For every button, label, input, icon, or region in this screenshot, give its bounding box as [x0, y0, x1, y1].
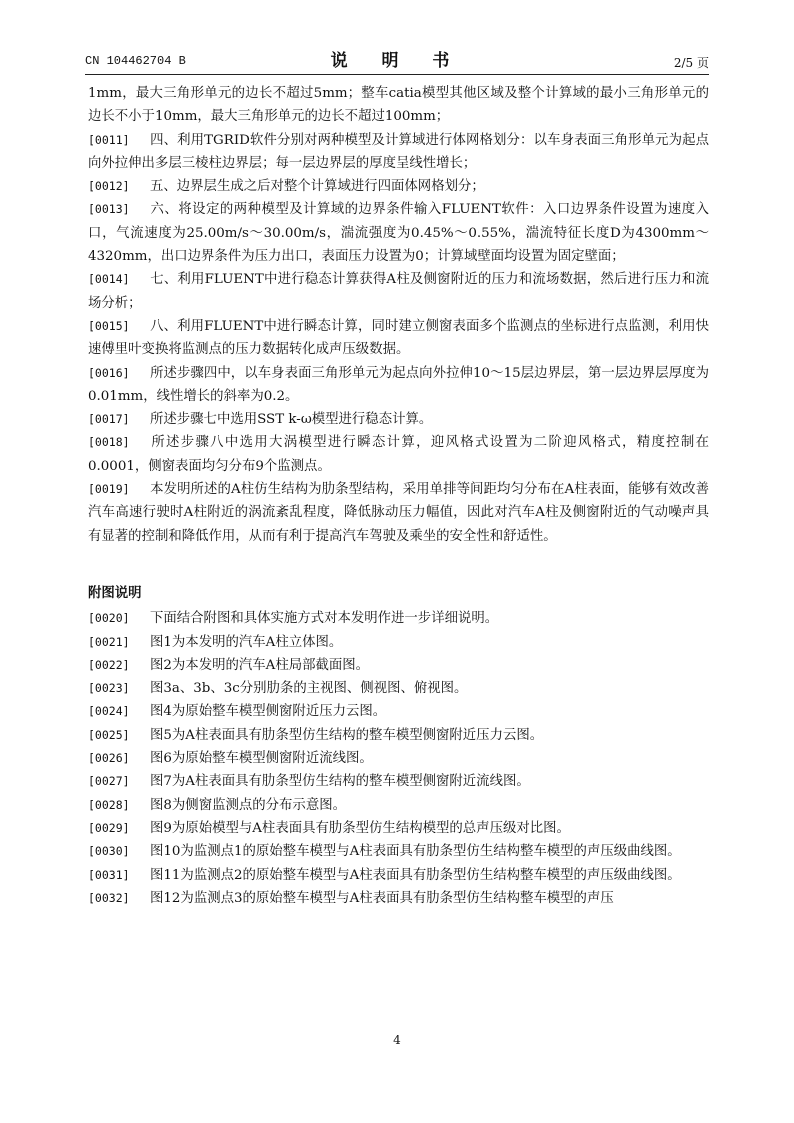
- figure-description-paragraph: [88, 864, 709, 887]
- paragraph-number: [0012]: [88, 179, 130, 194]
- paragraph-text: 六、将设定的两种模型及计算域的边界条件输入FLUENT软件：入口边界条件设置为速度入口，气流速度为25.00m/s～30.00m/s，湍流强度为0.45%～0.55%，湍流特征长度D为4300mm～4320mm，出口边界条件为压力出口，表面压力设置为0；计算域壁面均设置为固定壁面；: [88, 202, 709, 265]
- numbered-paragraph: [88, 362, 709, 409]
- paragraph-number: [0013]: [88, 202, 130, 217]
- paragraph-text: 图3a、3b、3c分别肋条的主视图、侧视图、俯视图。: [150, 681, 468, 697]
- paragraph-text: 图12为监测点3的原始整车模型与A柱表面具有肋条型仿生结构整车模型的声压: [150, 890, 614, 906]
- figure-description-paragraph: [88, 654, 709, 677]
- paragraph-text: 所述步骤四中，以车身表面三角形单元为起点向外拉伸10～15层边界层，第一层边界层厚度为0.01mm，线性增长的斜率为0.2。: [88, 365, 709, 404]
- figure-description-paragraph: [88, 631, 709, 654]
- paragraph-text: 本发明所述的A柱仿生结构为肋条型结构，采用单排等间距均匀分布在A柱表面，能够有效改善汽车高速行驶时A柱附近的涡流紊乱程度，降低脉动压力幅值，因此对汽车A柱及侧窗附近的气动噪声具有显著的控制和降低作用，从而有利于提高汽车驾驶及乘坐的安全性和舒适性。: [88, 482, 709, 544]
- paragraph-number: [0025]: [88, 727, 130, 742]
- figure-description-paragraph: [88, 770, 709, 793]
- figure-description-paragraph: [88, 677, 709, 700]
- paragraph-text: 图2为本发明的汽车A柱局部截面图。: [150, 657, 370, 673]
- paragraph-text: 图10为监测点1的原始整车模型与A柱表面具有肋条型仿生结构整车模型的声压级曲线图。: [150, 844, 681, 860]
- paragraph-number: [0015]: [88, 318, 130, 333]
- section-heading: 附图说明: [88, 585, 142, 601]
- paragraph-number: [0020]: [88, 611, 130, 626]
- paragraph-number: [0027]: [88, 774, 130, 789]
- numbered-paragraph: [88, 431, 709, 478]
- paragraph-number: [0016]: [88, 365, 130, 380]
- page-header: [85, 46, 709, 72]
- paragraph-text: 图8为侧窗监测点的分布示意图。: [150, 797, 346, 813]
- paragraph-text: 所述步骤七中选用SST k-ω模型进行稳态计算。: [150, 412, 433, 428]
- numbered-paragraph: [88, 268, 709, 315]
- paragraph-list: [88, 129, 709, 548]
- paragraph-number: [0019]: [88, 482, 130, 497]
- numbered-paragraph: [88, 198, 709, 268]
- continued-paragraph: 1mm，最大三角形单元的边长不超过5mm；整车catia模型其他区域及整个计算域的最小三角形单元的边长不小于10mm，最大三角形单元的边长不超过100mm；: [88, 86, 709, 125]
- figure-description-paragraph: [88, 817, 709, 840]
- figure-description-paragraph: [88, 607, 709, 630]
- numbered-paragraph: [88, 129, 709, 176]
- paragraph-text: 图5为A柱表面具有肋条型仿生结构的整车模型侧窗附近压力云图。: [150, 727, 544, 743]
- page-of-indicator: 2/5 页: [673, 56, 709, 70]
- numbered-paragraph: [88, 408, 709, 431]
- paragraph-number: [0021]: [88, 634, 130, 649]
- paragraph-number: [0022]: [88, 657, 130, 672]
- numbered-paragraph: [88, 478, 709, 548]
- figure-description-paragraph: [88, 887, 709, 910]
- paragraph-text: 七、利用FLUENT中进行稳态计算获得A柱及侧窗附近的压力和流场数据，然后进行压力和流场分析；: [88, 272, 709, 311]
- paragraph-number: [0017]: [88, 412, 130, 427]
- document-body: [88, 82, 709, 910]
- paragraph-text: 八、利用FLUENT中进行瞬态计算，同时建立侧窗表面多个监测点的坐标进行点监测，利用快速傅里叶变换将监测点的压力数据转化成声压级数据。: [88, 318, 709, 358]
- paragraph-number: [0029]: [88, 820, 130, 835]
- document-title: 说 明 书: [330, 51, 464, 71]
- paragraph-number: [0018]: [88, 435, 130, 450]
- paragraph-number: [0014]: [88, 272, 130, 287]
- numbered-paragraph: [88, 175, 709, 198]
- paragraph-number: [0030]: [88, 844, 130, 859]
- paragraph-number: [0031]: [88, 867, 130, 882]
- figure-description-paragraph: [88, 794, 709, 817]
- paragraph-number: [0011]: [88, 132, 130, 147]
- paragraph-text: 图4为原始整车模型侧窗附近压力云图。: [150, 704, 387, 720]
- paragraph-text: 图1为本发明的汽车A柱立体图。: [150, 634, 343, 650]
- paragraph-number: [0032]: [88, 890, 130, 905]
- figure-description-list: [88, 607, 709, 910]
- paragraph-text: 图11为监测点2的原始整车模型与A柱表面具有肋条型仿生结构整车模型的声压级曲线图。: [150, 867, 681, 883]
- paragraph-text: 图7为A柱表面具有肋条型仿生结构的整车模型侧窗附近流线图。: [150, 774, 530, 790]
- figure-description-paragraph: [88, 724, 709, 747]
- paragraph-text: 下面结合附图和具体实施方式对本发明作进一步详细说明。: [150, 611, 499, 627]
- paragraph-number: [0028]: [88, 797, 130, 812]
- numbered-paragraph: [88, 315, 709, 362]
- page-number: 4: [393, 1033, 401, 1047]
- paragraph-text: 所述步骤八中选用大涡模型进行瞬态计算，迎风格式设置为二阶迎风格式，精度控制在0.0001，侧窗表面均匀分布9个监测点。: [88, 435, 709, 474]
- header-divider: [85, 74, 709, 75]
- figure-description-paragraph: [88, 700, 709, 723]
- paragraph-text: 图9为原始模型与A柱表面具有肋条型仿生结构模型的总声压级对比图。: [150, 820, 570, 836]
- figure-description-paragraph: [88, 747, 709, 770]
- paragraph-number: [0024]: [88, 704, 130, 719]
- paragraph-text: 五、边界层生成之后对整个计算域进行四面体网格划分；: [150, 179, 485, 195]
- paragraph-text: 图6为原始整车模型侧窗附近流线图。: [150, 751, 373, 767]
- patent-number: CN 104462704 B: [85, 54, 186, 68]
- paragraph-number: [0023]: [88, 681, 130, 696]
- paragraph-text: 四、利用TGRID软件分别对两种模型及计算域进行体网格划分：以车身表面三角形单元为起点向外拉伸出多层三棱柱边界层；每一层边界层的厚度呈线性增长；: [88, 132, 709, 171]
- figure-description-paragraph: [88, 840, 709, 863]
- paragraph-number: [0026]: [88, 751, 130, 766]
